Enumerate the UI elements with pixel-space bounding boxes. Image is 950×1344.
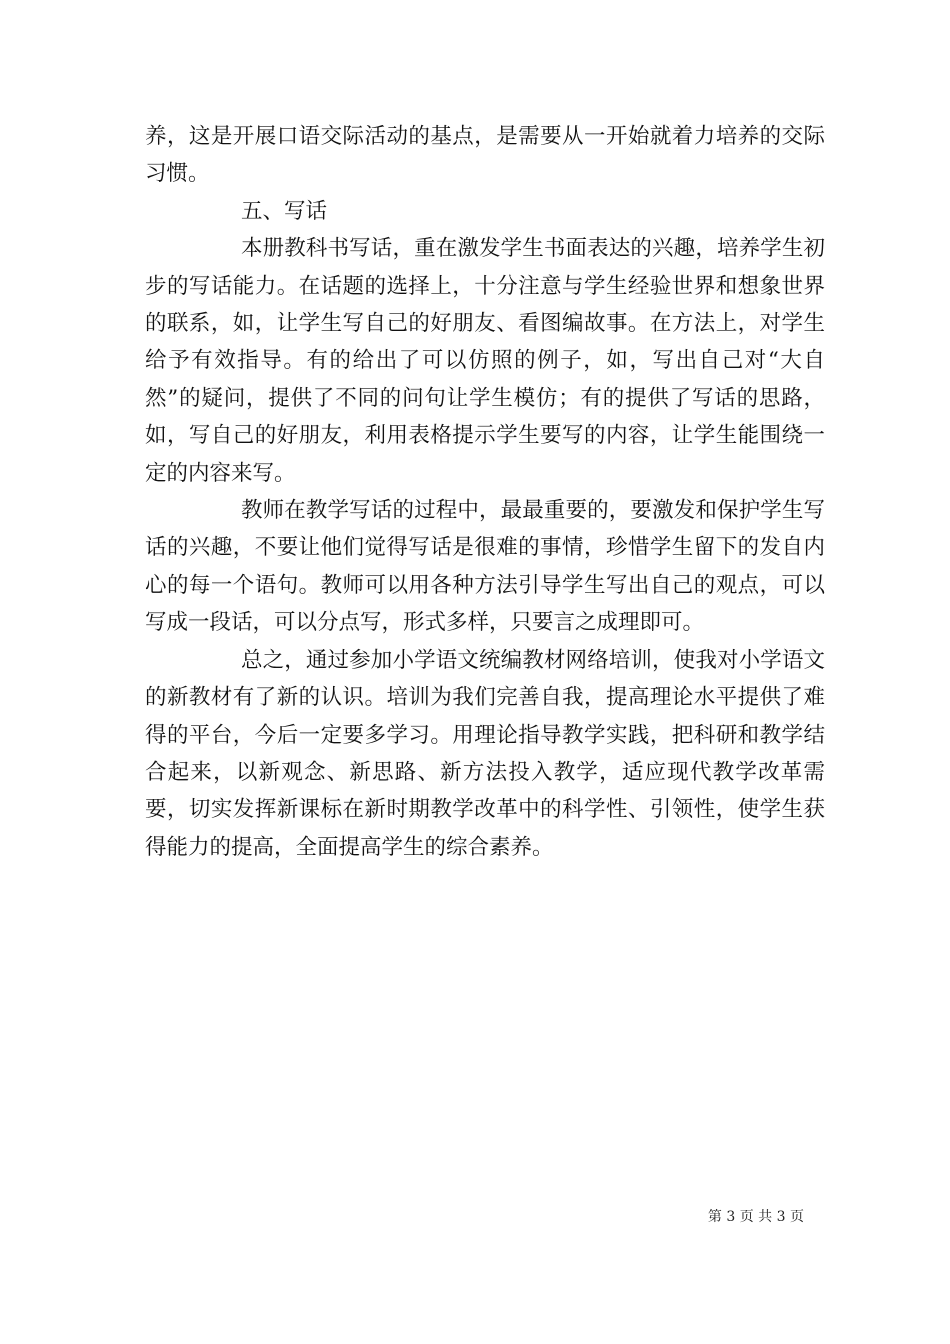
document-body xyxy=(145,118,825,866)
paragraph-writing-overview: 本册教科书写话，重在激发学生书面表达的兴趣，培养学生初步的写话能力。在话题的选择上，十分注意与学生经验世界和想象世界的联系，如，让学生写自己的好朋友、看图编故事。在方法上，对学生给予有效指导。有的给出了可以仿照的例子，如，写出自己对“大自然”的疑问，提供了不同的问句让学生模仿；有的提供了写话的思路，如，写自己的好朋友，利用表格提示学生要写的内容，让学生能围绕一定的内容来写。 xyxy=(145,236,825,486)
page-number-footer: 第 3 页 共 3 页 xyxy=(707,1209,804,1225)
paragraph-conclusion: 总之，通过参加小学语文统编教材网络培训，使我对小学语文的新教材有了新的认识。培训为我们完善自我，提高理论水平提供了难得的平台，今后一定要多学习。用理论指导教学实践，把科研和教学结合起来，以新观念、新思路、新方法投入教学，适应现代教学改革需要，切实发挥新课标在新时期教学改革中的科学性、引领性，使学生获得能力的提高，全面提高学生的综合素养。 xyxy=(145,647,825,860)
section-heading-writing: 五、写话 xyxy=(241,198,328,224)
paragraph-teacher-guidance: 教师在教学写话的过程中，最最重要的，要激发和保护学生写话的兴趣，不要让他们觉得写话是很难的事情，珍惜学生留下的发自内心的每一个语句。教师可以用各种方法引导学生写出自己的观点，可以写成一段话，可以分点写，形式多样，只要言之成理即可。 xyxy=(145,498,825,636)
paragraph-continuation: 养，这是开展口语交际活动的基点，是需要从一开始就着力培养的交际习惯。 xyxy=(145,124,825,187)
